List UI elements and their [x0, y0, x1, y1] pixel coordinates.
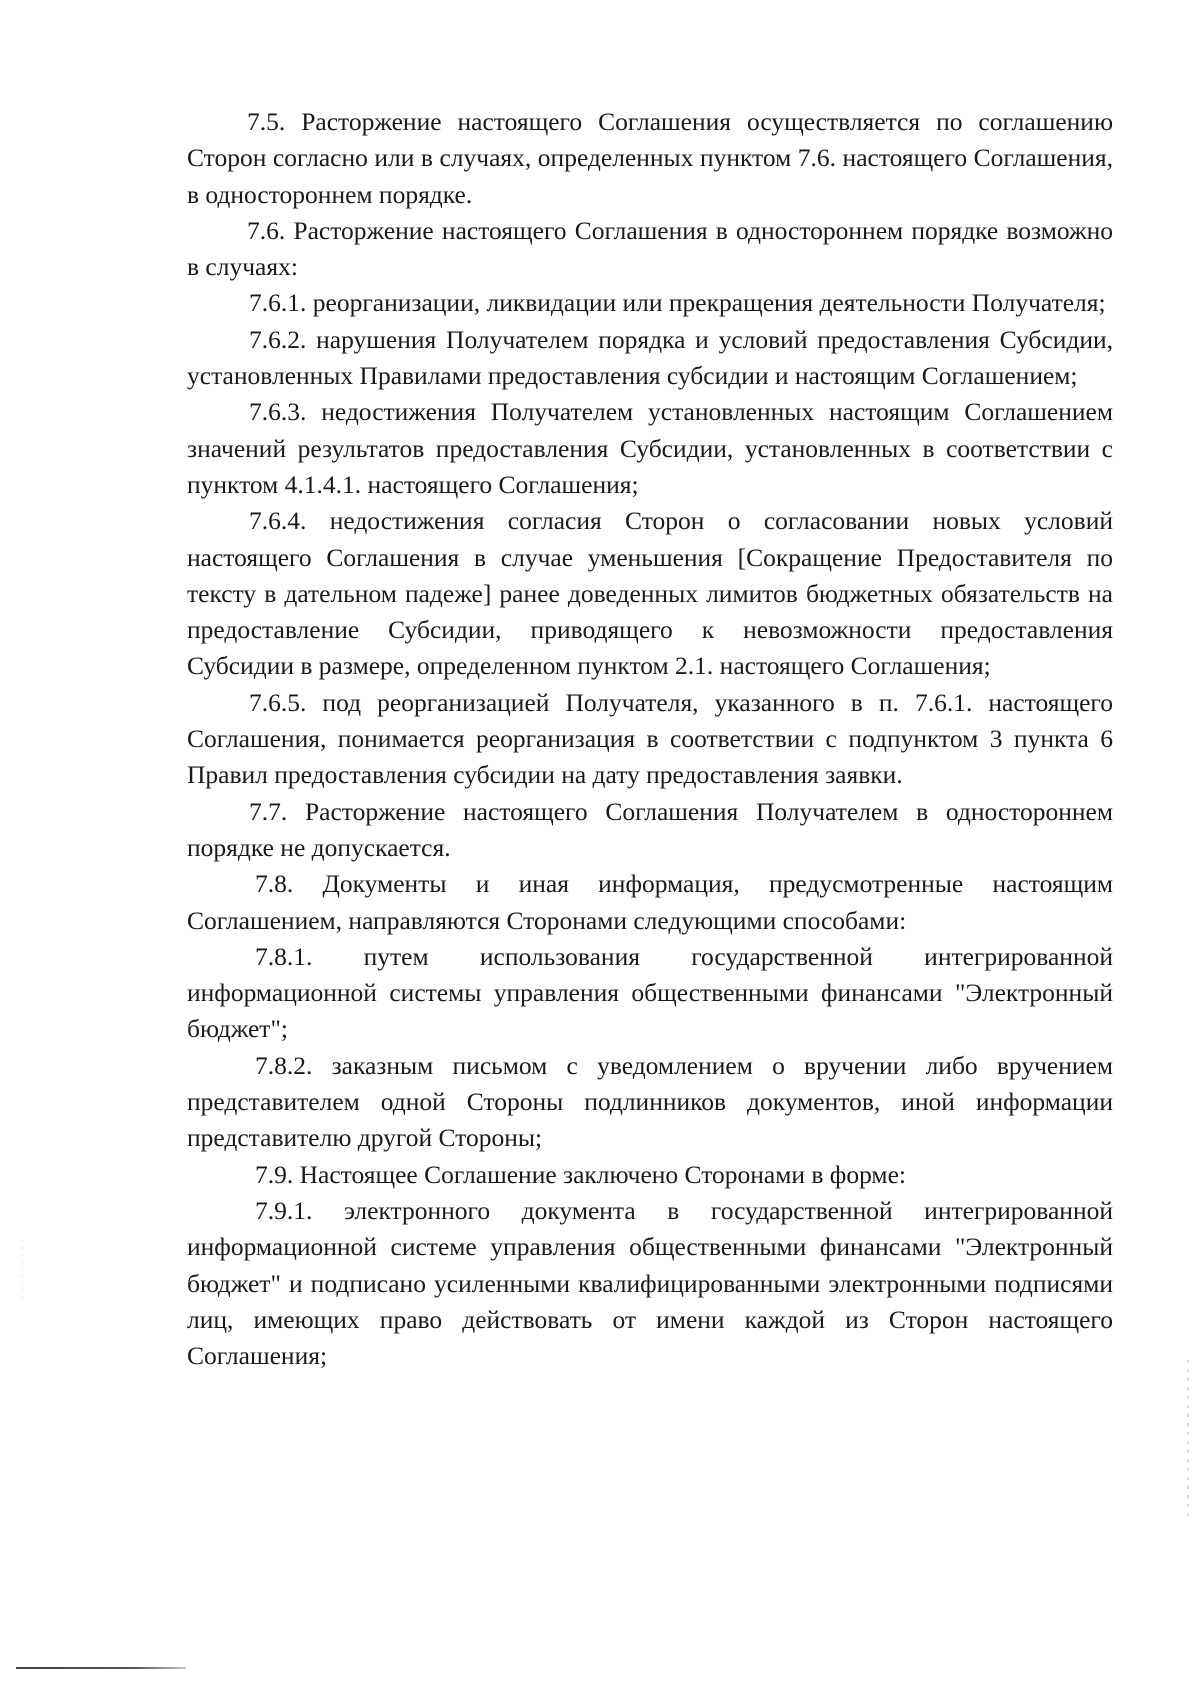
- scan-artifact-line: [16, 1667, 186, 1669]
- scan-left-marks: [22, 1240, 23, 1300]
- paragraph-7-9: 7.9. Настоящее Соглашение заключено Сторонами в форме:: [255, 1159, 906, 1189]
- paragraph-7-8-1: 7.8.1. путем использования государственной интегрированной информационной системы управления общественными финансами "Электронный бюджет";: [187, 941, 1113, 1044]
- paragraph-7-8: 7.8. Документы и иная информация, предусмотренные настоящим Соглашением, направляются Сторонами следующими способами:: [187, 869, 1113, 935]
- scan-edge-marks: [1187, 1360, 1189, 1520]
- document-body: [187, 104, 1113, 1374]
- paragraph-7-7: 7.7. Расторжение настоящего Соглашения Получателем в одностороннем порядке не допускается.: [187, 796, 1113, 862]
- paragraph-7-6: 7.6. Расторжение настоящего Соглашения в одностороннем порядке возможно в случаях:: [187, 215, 1113, 282]
- paragraph-7-6-1: 7.6.1. реорганизации, ликвидации или прекращения деятельности Получателя;: [249, 288, 1106, 318]
- paragraph-7-6-2: 7.6.2. нарушения Получателем порядка и условий предоставления Субсидии, установленных Правилами предоставления субсидии и настоящим Соглашением;: [187, 324, 1113, 391]
- paragraph-7-6-3: 7.6.3. недостижения Получателем установленных настоящим Соглашением значений результатов предоставления Субсидии, установленных в соответствии с пунктом 4.1.4.1. настоящего Соглашения;: [187, 397, 1113, 499]
- paragraph-7-5: 7.5. Расторжение настоящего Соглашения осуществляется по соглашению Сторон согласно или в случаях, определенных пунктом 7.6. настоящего Соглашения, в одностороннем порядке.: [187, 107, 1113, 209]
- paragraph-7-6-5: 7.6.5. под реорганизацией Получателя, указанного в п. 7.6.1. настоящего Соглашения, понимается реорганизация в соответствии с подпунктом 3 пункта 6 Правил предоставления субсидии на дату предоставления заявки.: [187, 687, 1113, 790]
- paragraph-7-8-2: 7.8.2. заказным письмом с уведомлением о вручении либо вручением представителем одной Стороны подлинников документов, иной информации представителю другой Стороны;: [187, 1050, 1113, 1153]
- paragraph-7-6-4: 7.6.4. недостижения согласия Сторон о согласовании новых условий настоящего Соглашения в случае уменьшения [Сокращение Предоставителя по тексту в дательном падеже] ранее доведенных лимитов бюджетных обязательств на предоставление Субсидии, приводящего к невозможности предоставления Субсидии в размере, определенном пунктом 2.1. настоящего Соглашения;: [187, 506, 1113, 681]
- paragraph-7-9-1: 7.9.1. электронного документа в государственной интегрированной информационной системе управления общественными финансами "Электронный бюджет" и подписано усиленными квалифицированными электронными подписями лиц, имеющих право действовать от имени каждой из Сторон настоящего Соглашения;: [187, 1195, 1113, 1371]
